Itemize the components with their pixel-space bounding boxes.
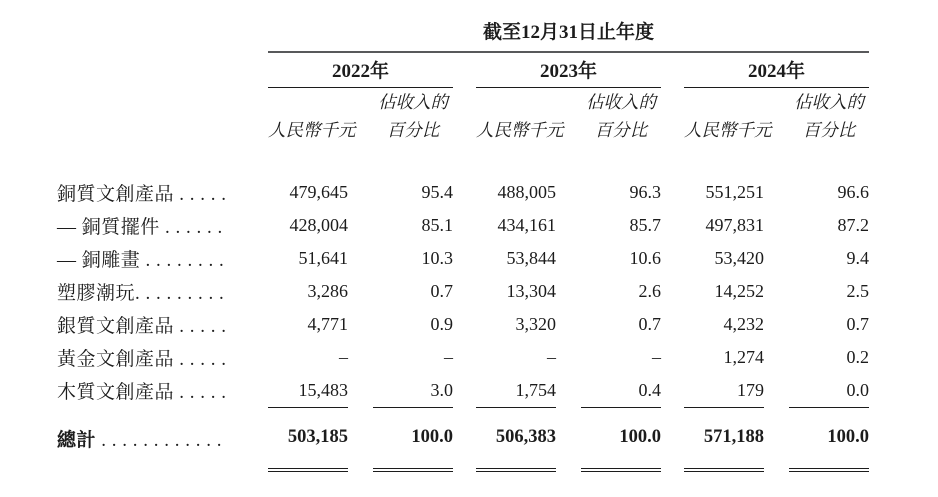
column-gap	[348, 176, 373, 209]
column-gap	[764, 308, 789, 341]
pct-2022-cell: 95.4	[421, 182, 453, 202]
year-header-row	[57, 52, 869, 88]
column-gap	[661, 275, 684, 308]
group-gap	[661, 52, 684, 88]
total-row-label: 總計 . . . . . . . . . . . .	[57, 430, 223, 452]
pct-2022-cell: 3.0	[373, 374, 453, 408]
total-pct-2022: 100.0	[373, 408, 453, 471]
amount-2024-cell: 1,274	[723, 347, 764, 367]
total-row	[57, 408, 869, 471]
column-gap	[764, 341, 789, 374]
amount-2022-cell: 51,641	[298, 248, 348, 268]
year-header-2022: 2022年	[268, 52, 453, 88]
column-gap	[348, 374, 373, 408]
table-row	[57, 308, 869, 341]
column-gap	[453, 308, 476, 341]
pct-2024-cell: 9.4	[846, 248, 869, 268]
total-amount-2024: 571,188	[684, 408, 764, 471]
row-label: — 銅質擺件 . . . . . .	[57, 217, 223, 238]
column-gap	[764, 176, 789, 209]
row-label: 黃金文創產品 . . . . .	[57, 349, 227, 370]
year-header-2024: 2024年	[684, 52, 869, 88]
column-gap	[764, 242, 789, 275]
column-gap	[453, 209, 476, 242]
amount-header-2024: 人民幣千元	[684, 120, 772, 140]
column-gap	[764, 209, 789, 242]
year-header-2023: 2023年	[476, 52, 661, 88]
amount-2024-cell: 497,831	[705, 215, 764, 235]
period-title-row	[57, 8, 869, 52]
amount-2022-cell: 15,483	[268, 374, 348, 408]
pct-2024-cell: 0.7	[846, 314, 869, 334]
pct-2023-cell: 10.6	[629, 248, 661, 268]
revenue-breakdown-table	[57, 8, 869, 472]
column-gap	[453, 176, 476, 209]
pct-2024-cell: 87.2	[837, 215, 869, 235]
amount-2024-cell: 53,420	[714, 248, 764, 268]
pct-2024-cell: 2.5	[846, 281, 869, 301]
pct-header-line1-2023: 佔收入的	[586, 92, 656, 112]
pct-header-line2-2022: 百分比	[386, 120, 440, 140]
amount-2022-cell: 479,645	[289, 182, 348, 202]
column-gap	[348, 275, 373, 308]
column-gap	[764, 275, 789, 308]
column-gap	[556, 308, 581, 341]
amount-2022-cell: 3,286	[307, 281, 348, 301]
total-pct-2024: 100.0	[789, 408, 869, 471]
amount-2022-cell: 428,004	[289, 215, 348, 235]
total-amount-2023: 506,383	[476, 408, 556, 471]
pct-header-line2-2023: 百分比	[594, 120, 648, 140]
amount-header-2023: 人民幣千元	[476, 120, 564, 140]
column-gap	[661, 341, 684, 374]
table-row	[57, 209, 869, 242]
pct-2024-cell: 0.0	[789, 374, 869, 408]
row-label: 塑膠潮玩. . . . . . . . .	[57, 283, 225, 304]
amount-2023-cell: 13,304	[506, 281, 556, 301]
amount-2023-cell: 53,844	[506, 248, 556, 268]
period-title: 截至12月31日止年度	[268, 8, 869, 52]
pct-2024-cell: 0.2	[846, 347, 869, 367]
pct-2022-cell: –	[444, 347, 453, 367]
amount-header-2022: 人民幣千元	[268, 120, 356, 140]
pct-2022-cell: 0.7	[430, 281, 453, 301]
table-row	[57, 341, 869, 374]
group-gap	[453, 52, 476, 88]
column-gap	[661, 209, 684, 242]
table-row	[57, 242, 869, 275]
row-label: 銀質文創產品 . . . . .	[57, 316, 227, 337]
column-gap	[764, 374, 789, 408]
table-row	[57, 374, 869, 408]
pct-header-line1-2022: 佔收入的	[378, 92, 448, 112]
pct-header-line1-row	[57, 88, 869, 115]
column-gap	[556, 209, 581, 242]
pct-2022-cell: 85.1	[421, 215, 453, 235]
leader-dots: . . . . . . . . . . . .	[96, 430, 223, 452]
amount-2022-cell: –	[339, 347, 348, 367]
amount-2023-cell: 434,161	[497, 215, 556, 235]
column-gap	[453, 242, 476, 275]
pct-2023-cell: 85.7	[629, 215, 661, 235]
column-gap	[453, 374, 476, 408]
amount-2024-cell: 179	[684, 374, 764, 408]
column-gap	[556, 341, 581, 374]
header-body-spacer	[57, 145, 869, 176]
total-pct-2023: 100.0	[581, 408, 661, 471]
amount-2024-cell: 4,232	[723, 314, 764, 334]
table-row	[57, 275, 869, 308]
column-gap	[661, 176, 684, 209]
pct-2023-cell: 2.6	[638, 281, 661, 301]
column-gap	[556, 176, 581, 209]
pct-header-line2-2024: 百分比	[802, 120, 856, 140]
pct-2023-cell: –	[652, 347, 661, 367]
pct-2023-cell: 0.7	[638, 314, 661, 334]
table-row	[57, 176, 869, 209]
amount-2024-cell: 551,251	[705, 182, 764, 202]
amount-2023-cell: 1,754	[476, 374, 556, 408]
column-header-row	[57, 114, 869, 145]
column-gap	[453, 341, 476, 374]
row-label: — 銅雕畫 . . . . . . . .	[57, 250, 225, 271]
column-gap	[556, 275, 581, 308]
pct-2024-cell: 96.6	[837, 182, 869, 202]
column-gap	[556, 374, 581, 408]
amount-2022-cell: 4,771	[307, 314, 348, 334]
column-gap	[348, 341, 373, 374]
pct-2022-cell: 0.9	[430, 314, 453, 334]
row-label: 銅質文創產品 . . . . .	[57, 184, 227, 205]
column-gap	[453, 275, 476, 308]
pct-2022-cell: 10.3	[421, 248, 453, 268]
pct-2023-cell: 96.3	[629, 182, 661, 202]
label-column-header-empty	[57, 8, 268, 52]
column-gap	[556, 242, 581, 275]
column-gap	[348, 209, 373, 242]
amount-2023-cell: –	[547, 347, 556, 367]
amount-2023-cell: 3,320	[515, 314, 556, 334]
total-amount-2022: 503,185	[268, 408, 348, 471]
column-gap	[348, 308, 373, 341]
column-gap	[348, 242, 373, 275]
row-label: 木質文創產品 . . . . .	[57, 382, 227, 404]
column-gap	[661, 374, 684, 408]
column-gap	[661, 308, 684, 341]
pct-2023-cell: 0.4	[581, 374, 661, 408]
amount-2024-cell: 14,252	[714, 281, 764, 301]
column-gap	[661, 242, 684, 275]
amount-2023-cell: 488,005	[497, 182, 556, 202]
pct-header-line1-2024: 佔收入的	[794, 92, 864, 112]
